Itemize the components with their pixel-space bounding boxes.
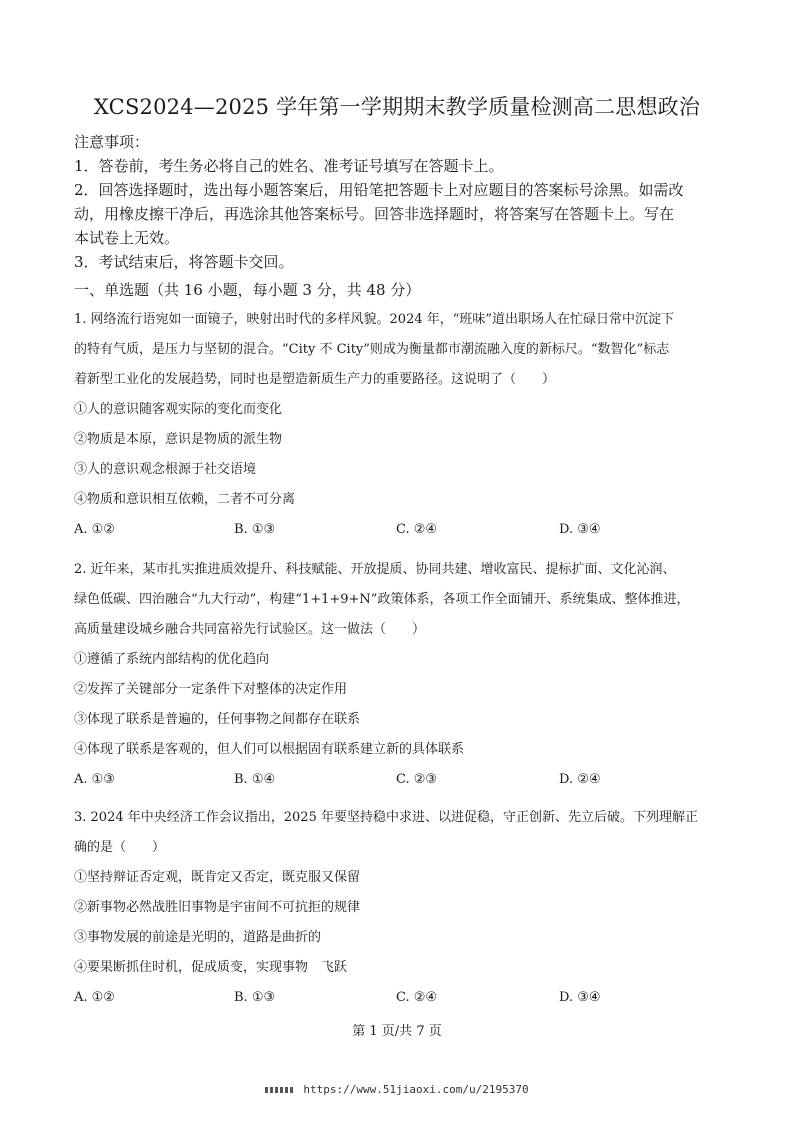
answer-choices xyxy=(74,515,724,545)
choice-c: C. ②④ xyxy=(396,990,438,1005)
statement-option: ④物质和意识相互依赖，二者不可分离 xyxy=(74,492,296,507)
answer-choices xyxy=(74,765,724,795)
statement-option: ②新事物必然战胜旧事物是宇宙间不可抗拒的规律 xyxy=(74,900,361,915)
statement-option: ①人的意识随客观实际的变化而变化 xyxy=(74,402,283,417)
question-stem-line: 2. 近年来，某市扎实推进质效提升、科技赋能、开放提质、协同共建、增收富民、提标扩面、文化沁润、 xyxy=(74,562,676,577)
choice-d: D. ③④ xyxy=(559,990,601,1005)
question-1 xyxy=(74,305,724,545)
watermark-logo-icon xyxy=(265,1087,295,1093)
page-number: 第 1 页/共 7 页 xyxy=(352,1024,442,1039)
question-stem-line: 3. 2024 年中央经济工作会议指出，2025 年要坚持稳中求进、以进促稳，守正创新、先立后破。下列理解正 xyxy=(74,810,698,825)
choice-c: C. ②④ xyxy=(396,522,438,537)
choice-c: C. ②③ xyxy=(396,772,438,787)
statement-option: ①坚持辩证否定观，既肯定又否定，既克服又保留 xyxy=(74,870,361,885)
question-stem-line: 绿色低碳、四治融合“九大行动”，构建“1+1+9+N”政策体系，各项工作全面铺开、系统集成、整体推进， xyxy=(74,592,690,607)
notice-line: 2．回答选择题时，选出每小题答案后，用铅笔把答题卡上对应题目的答案标号涂黑。如需改 xyxy=(74,181,684,199)
watermark-url: https://www.51jiaoxi.com/u/2195370 xyxy=(303,1083,529,1096)
choice-b: B. ①③ xyxy=(234,522,276,537)
question-stem-line: 确的是（ ） xyxy=(74,840,166,855)
choice-a: A. ①② xyxy=(74,990,115,1005)
notice-block xyxy=(74,130,734,274)
statement-option: ③事物发展的前途是光明的，道路是曲折的 xyxy=(74,930,322,945)
notice-line: 1．答卷前，考生务必将自己的姓名、准考证号填写在答题卡上。 xyxy=(74,157,504,175)
statement-option: ③人的意识观念根源于社交语境 xyxy=(74,462,257,477)
choice-b: B. ①③ xyxy=(234,990,276,1005)
choice-d: D. ②④ xyxy=(559,772,601,787)
statement-option: ④要果断抓住时机，促成质变，实现事物 飞跃 xyxy=(74,960,348,975)
choice-d: D. ③④ xyxy=(559,522,601,537)
question-3 xyxy=(74,803,724,1013)
statement-option: ②物质是本原，意识是物质的派生物 xyxy=(74,432,283,447)
notice-heading: 注意事项： xyxy=(74,133,150,151)
notice-line: 3．考试结束后，将答题卡交回。 xyxy=(74,253,294,271)
question-stem-line: 高质量建设城乡融合共同富裕先行试验区。这一做法（ ） xyxy=(74,622,426,637)
notice-line: 动，用橡皮擦干净后，再选涂其他答案标号。回答非选择题时，将答案写在答题卡上。写在 xyxy=(74,205,675,223)
question-stem-line: 的特有气质，是压力与坚韧的混合。“City 不 City”则成为衡量都市潮流融入度的新标尺。“数智化”标志 xyxy=(74,342,670,357)
question-stem-line: 1. 网络流行语宛如一面镜子，映射出时代的多样风貌。2024 年，“班味”道出职场人在忙碌日常中沉淀下 xyxy=(74,312,675,327)
choice-a: A. ①② xyxy=(74,522,115,537)
question-2 xyxy=(74,555,724,795)
watermark xyxy=(0,1082,794,1098)
statement-option: ①遵循了系统内部结构的优化趋向 xyxy=(74,652,270,667)
statement-option: ④体现了联系是客观的，但人们可以根据固有联系建立新的具体联系 xyxy=(74,742,465,757)
statement-option: ②发挥了关键部分一定条件下对整体的决定作用 xyxy=(74,682,348,697)
answer-choices xyxy=(74,983,724,1013)
question-stem-line: 着新型工业化的发展趋势，同时也是塑造新质生产力的重要路径。这说明了（ ） xyxy=(74,372,556,387)
choice-a: A. ①③ xyxy=(74,772,115,787)
notice-line: 本试卷上无效。 xyxy=(74,229,180,247)
choice-b: B. ①④ xyxy=(234,772,276,787)
statement-option: ③体现了联系是普遍的，任何事物之间都存在联系 xyxy=(74,712,361,727)
exam-title: XCS2024—2025 学年第一学期期末教学质量检测高二思想政治 xyxy=(93,95,701,119)
section-heading: 一、单选题（共 16 小题，每小题 3 分，共 48 分） xyxy=(74,281,421,299)
